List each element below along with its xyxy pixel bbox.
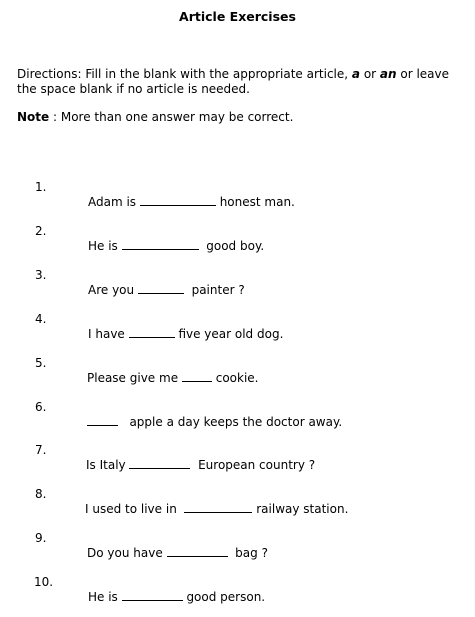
item-text-before: Do you have bbox=[87, 546, 167, 560]
item-number: 10. bbox=[34, 575, 54, 589]
item-number: 2. bbox=[35, 224, 47, 238]
item-sentence bbox=[87, 414, 342, 429]
exercise-item bbox=[0, 166, 475, 209]
exercise-item bbox=[0, 210, 475, 253]
note bbox=[17, 110, 293, 124]
item-number: 9. bbox=[35, 531, 47, 545]
note-label: Note bbox=[17, 110, 50, 124]
exercise-item bbox=[0, 473, 475, 516]
answer-blank[interactable] bbox=[138, 282, 184, 294]
note-text: : More than one answer may be correct. bbox=[49, 110, 294, 124]
item-sentence bbox=[86, 457, 315, 472]
article-a: a bbox=[351, 67, 361, 81]
item-number: 7. bbox=[35, 443, 47, 457]
item-text-before: Please give me bbox=[87, 371, 182, 385]
exercise-item bbox=[0, 386, 475, 429]
item-sentence bbox=[88, 238, 264, 253]
item-text-after: European country ? bbox=[190, 458, 316, 472]
answer-blank[interactable] bbox=[122, 589, 183, 601]
item-text-before: I have bbox=[88, 327, 129, 341]
item-number: 4. bbox=[35, 312, 47, 326]
directions bbox=[17, 67, 467, 97]
directions-prefix: Directions: Fill in the blank with the appropriate article, bbox=[17, 67, 352, 81]
item-text-after: honest man. bbox=[215, 195, 295, 209]
answer-blank[interactable] bbox=[182, 370, 212, 382]
answer-blank[interactable] bbox=[167, 545, 228, 557]
item-text-before: Adam is bbox=[88, 195, 140, 209]
item-number: 8. bbox=[35, 487, 47, 501]
answer-blank[interactable] bbox=[140, 194, 216, 206]
item-text-after: cookie. bbox=[211, 371, 259, 385]
item-number: 1. bbox=[35, 180, 47, 194]
exercise-item bbox=[0, 561, 475, 604]
item-sentence bbox=[88, 326, 283, 341]
item-text-after: bag ? bbox=[227, 546, 268, 560]
item-number: 5. bbox=[35, 356, 47, 370]
item-text-before: Is Italy bbox=[86, 458, 130, 472]
item-number: 3. bbox=[35, 268, 47, 282]
item-text-after: railway station. bbox=[252, 502, 349, 516]
directions-suffix: or leave the space blank if no article is needed. bbox=[17, 67, 450, 96]
item-text-after: painter ? bbox=[183, 283, 245, 297]
item-sentence bbox=[87, 370, 258, 385]
item-text-before: He is bbox=[88, 590, 122, 604]
item-sentence bbox=[88, 194, 295, 209]
item-text-after: good boy. bbox=[198, 239, 265, 253]
item-text-before: He is bbox=[88, 239, 122, 253]
answer-blank[interactable] bbox=[129, 457, 190, 469]
exercise-item bbox=[0, 429, 475, 472]
answer-blank[interactable] bbox=[122, 238, 199, 250]
item-number: 6. bbox=[35, 400, 47, 414]
answer-blank[interactable] bbox=[87, 414, 118, 426]
item-sentence bbox=[85, 501, 348, 516]
item-text-before: Are you bbox=[88, 283, 138, 297]
item-text-before: I used to live in bbox=[85, 502, 185, 516]
exercise-item bbox=[0, 517, 475, 560]
page-title: Article Exercises bbox=[179, 9, 296, 24]
directions-or: or bbox=[360, 67, 380, 81]
exercise-item bbox=[0, 254, 475, 297]
item-text-after: five year old dog. bbox=[174, 327, 284, 341]
item-sentence bbox=[88, 589, 265, 604]
answer-blank[interactable] bbox=[184, 501, 252, 513]
item-text-after: good person. bbox=[182, 590, 266, 604]
item-text-after: apple a day keeps the doctor away. bbox=[118, 415, 343, 429]
exercise-item bbox=[0, 342, 475, 385]
article-an: an bbox=[379, 67, 397, 81]
item-sentence bbox=[87, 545, 268, 560]
answer-blank[interactable] bbox=[129, 326, 175, 338]
item-sentence bbox=[88, 282, 245, 297]
exercise-item bbox=[0, 298, 475, 341]
